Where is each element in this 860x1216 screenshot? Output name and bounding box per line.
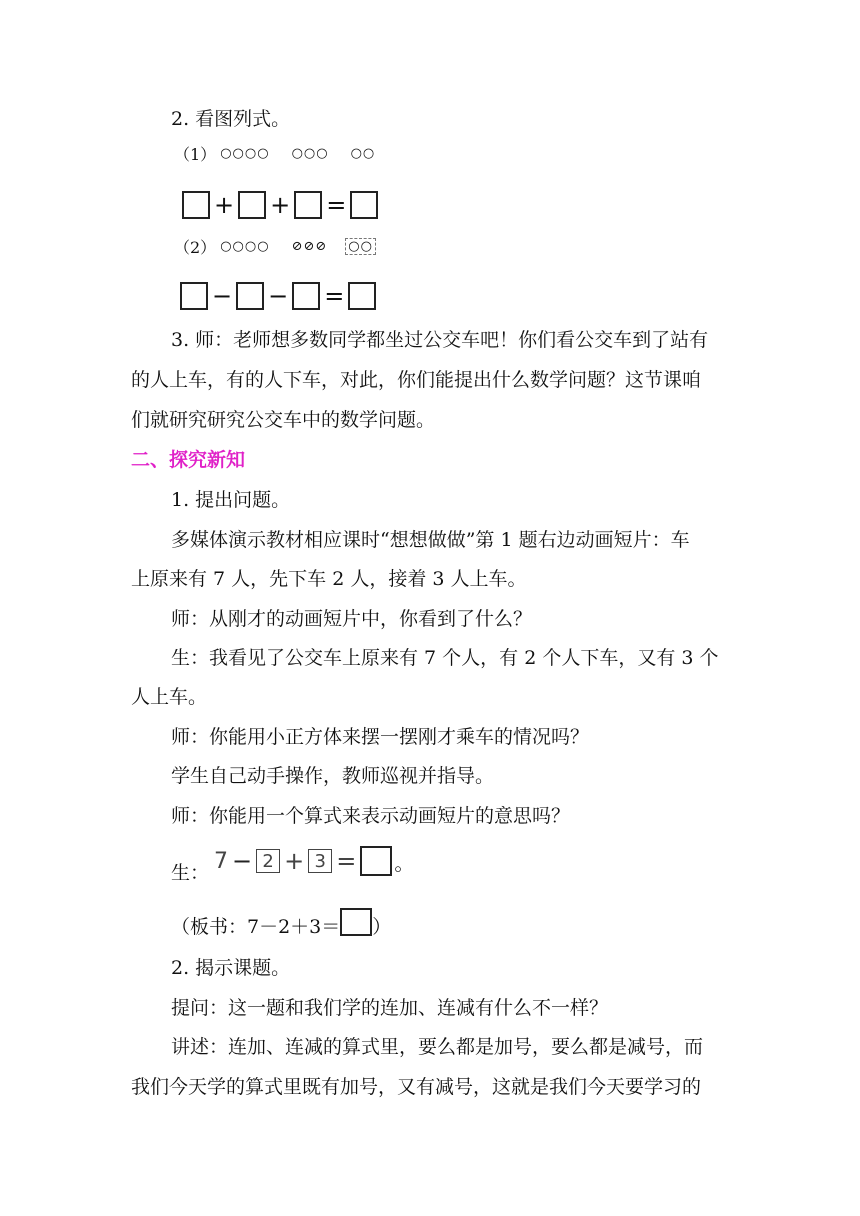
paragraph: 我们今天学的算式里既有加号，又有减号，这就是我们今天要学习的 bbox=[131, 1076, 702, 1098]
dashed-circle-group: ○○ bbox=[345, 238, 376, 255]
answer-box bbox=[238, 191, 266, 219]
answer-box bbox=[348, 282, 376, 310]
number-box: 3 bbox=[308, 849, 332, 873]
answer-box bbox=[180, 282, 208, 310]
paragraph: 1. 提出问题。 bbox=[171, 489, 291, 511]
paragraph: 2. 揭示课题。 bbox=[171, 957, 291, 979]
minus-sign: − bbox=[212, 282, 233, 310]
student-equation bbox=[214, 846, 414, 876]
plus-sign: + bbox=[284, 847, 305, 875]
paragraph: 师：你能用小正方体来摆一摆刚才乘车的情况吗？ bbox=[171, 726, 590, 748]
crossed-circle-group: ⊘⊘⊘ bbox=[291, 239, 328, 254]
paragraph: 师：你能用一个算式来表示动画短片的意思吗？ bbox=[171, 805, 571, 827]
answer-box bbox=[182, 191, 210, 219]
eq-number: 7 bbox=[214, 848, 228, 874]
number-box: 2 bbox=[256, 849, 280, 873]
paragraph: 3. 师：老师想多数同学都坐过公交车吧！你们看公交车到了站有 bbox=[171, 329, 709, 351]
circle-group: ○○○ bbox=[291, 146, 329, 161]
circle-group: ○○ bbox=[350, 146, 376, 161]
answer-box bbox=[360, 846, 392, 876]
section-heading: 二、探究新知 bbox=[131, 449, 246, 471]
item-2-heading: 2. 看图列式。 bbox=[171, 108, 291, 130]
paragraph: 学生自己动手操作，教师巡视并指导。 bbox=[171, 765, 495, 787]
circle-group: ○○○○ bbox=[220, 146, 270, 161]
plus-sign: + bbox=[270, 191, 291, 219]
paragraph: 师：从刚才的动画短片中，你看到了什么？ bbox=[171, 608, 533, 630]
circle-group: ○○○○ bbox=[220, 239, 270, 254]
answer-box bbox=[292, 282, 320, 310]
answer-box bbox=[294, 191, 322, 219]
board-text: （板书：7－2＋3＝ bbox=[171, 916, 341, 938]
equals-sign: = bbox=[326, 191, 347, 219]
board-close: ） bbox=[372, 916, 392, 938]
paragraph: 们就研究研究公交车中的数学问题。 bbox=[131, 409, 436, 431]
answer-box bbox=[350, 191, 378, 219]
sub1-label: （1） bbox=[174, 145, 217, 164]
period: 。 bbox=[394, 850, 415, 875]
sub2-label: （2） bbox=[174, 238, 217, 257]
paragraph: 的人上车，有的人下车，对此，你们能提出什么数学问题？这节课咱 bbox=[131, 369, 702, 391]
equals-sign: = bbox=[324, 282, 345, 310]
student-label: 生： bbox=[171, 862, 210, 884]
paragraph: 人上车。 bbox=[131, 686, 208, 708]
equation-2 bbox=[180, 282, 376, 310]
equals-sign: = bbox=[336, 847, 357, 875]
paragraph: 讲述：连加、连减的算式里，要么都是加号，要么都是减号，而 bbox=[171, 1036, 704, 1058]
circles-row-1 bbox=[174, 142, 375, 165]
paragraph: 多媒体演示教材相应课时“想想做做”第 1 题右边动画短片：车 bbox=[171, 529, 690, 551]
plus-sign: + bbox=[214, 191, 235, 219]
answer-box bbox=[236, 282, 264, 310]
paragraph: 上原来有 7 人，先下车 2 人，接着 3 人上车。 bbox=[131, 568, 527, 590]
paragraph: 生：我看见了公交车上原来有 7 个人，有 2 个人下车，又有 3 个 bbox=[171, 647, 719, 669]
paragraph: 提问：这一题和我们学的连加、连减有什么不一样？ bbox=[171, 997, 609, 1019]
minus-sign: − bbox=[268, 282, 289, 310]
board-note bbox=[171, 912, 391, 939]
equation-1 bbox=[182, 191, 378, 219]
answer-box bbox=[340, 908, 372, 936]
minus-sign: − bbox=[232, 847, 253, 875]
circles-row-2 bbox=[174, 235, 376, 258]
